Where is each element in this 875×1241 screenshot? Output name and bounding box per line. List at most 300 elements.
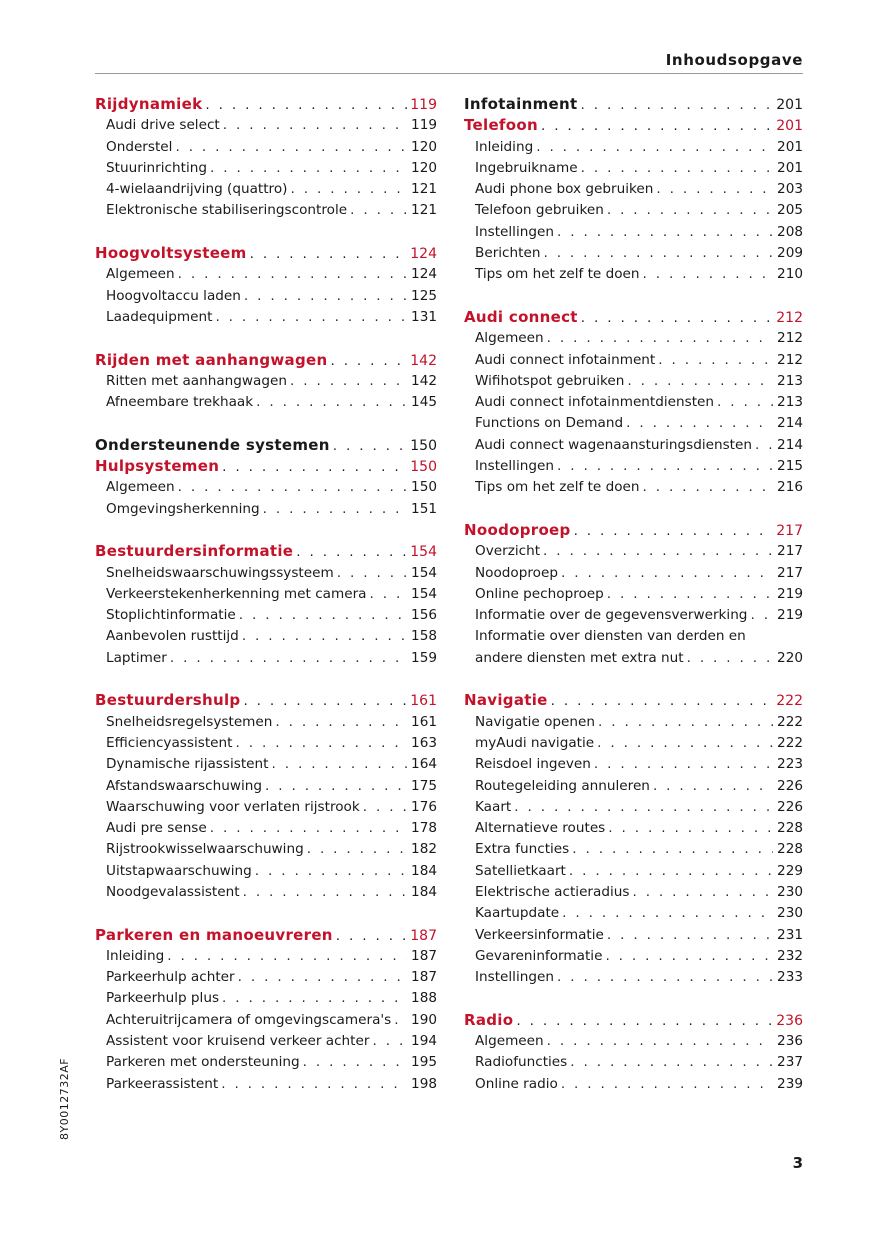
- toc-entry-title: Informatie over diensten van derden en: [475, 628, 746, 645]
- toc-entry[interactable]: [95, 882, 437, 903]
- section-spacer: [95, 520, 437, 541]
- toc-entry-title: myAudi navigatie: [475, 734, 595, 751]
- dot-leader: [629, 882, 773, 903]
- toc-entry-title: Functions on Demand: [475, 415, 624, 432]
- toc-entry-title: Afneembare trekhaak: [106, 394, 254, 411]
- toc-page-number: 213: [777, 372, 803, 389]
- toc-page-number: 154: [411, 564, 437, 581]
- toc-entry-title: andere diensten met extra nut: [475, 649, 684, 666]
- toc-entry[interactable]: [464, 712, 803, 733]
- toc-page-number: 176: [411, 798, 437, 815]
- toc-entry-title: Afstandswaarschuwing: [106, 777, 262, 794]
- toc-page-number: 187: [411, 969, 437, 986]
- toc-entry-title: Overzicht: [475, 543, 541, 560]
- toc-entry-title: Noodoproep: [464, 520, 571, 539]
- toc-page-number: 232: [777, 947, 803, 964]
- dot-leader: [232, 733, 407, 754]
- dot-leader: [219, 988, 407, 1009]
- toc-entry-title: 4-wielaandrijving (quattro): [106, 181, 288, 198]
- section-spacer: [95, 222, 437, 243]
- toc-page-number: 203: [777, 181, 803, 198]
- toc-entry-title: Noodoproep: [475, 564, 558, 581]
- toc-entry-title: Instellingen: [475, 969, 554, 986]
- toc-page-number: 121: [411, 202, 437, 219]
- toc-entry[interactable]: [464, 903, 803, 924]
- dot-leader: [239, 626, 407, 647]
- dot-leader: [554, 967, 773, 988]
- toc-entry-title: Snelheidsregelsystemen: [106, 713, 273, 730]
- toc-entry-title: Laptimer: [106, 649, 167, 666]
- toc-entry[interactable]: [95, 200, 437, 221]
- dot-leader: [655, 350, 773, 371]
- dot-leader: [513, 1011, 773, 1032]
- toc-page-number: 194: [411, 1033, 437, 1050]
- toc-page-number: 214: [777, 436, 803, 453]
- toc-entry[interactable]: [95, 179, 437, 200]
- toc-entry-title: Hoogvoltsysteem: [95, 244, 247, 263]
- toc-entry-title: Rijstrookwisselwaarschuwing: [106, 841, 304, 858]
- toc-entry[interactable]: [95, 967, 437, 988]
- toc-page-number: 217: [777, 564, 803, 581]
- toc-entry[interactable]: [95, 797, 437, 818]
- toc-entry[interactable]: [464, 435, 803, 456]
- toc-page-number: 195: [411, 1054, 437, 1071]
- toc-page-number: 150: [410, 459, 437, 476]
- toc-page-number: 201: [777, 159, 803, 176]
- toc-page-number: 187: [411, 947, 437, 964]
- toc-entry[interactable]: [464, 477, 803, 498]
- toc-page-number: 178: [411, 820, 437, 837]
- toc-entry-title: Online radio: [475, 1075, 558, 1092]
- toc-page-number: 217: [776, 522, 803, 539]
- toc-section-heading[interactable]: [95, 350, 437, 371]
- toc-entry-title: Ritten met aanhangwagen: [106, 372, 287, 389]
- toc-entry-title: Berichten: [475, 245, 541, 262]
- dot-leader: [577, 95, 773, 116]
- toc-entry-title: Parkeren met ondersteuning: [106, 1054, 300, 1071]
- dot-leader: [544, 1031, 773, 1052]
- toc-entry[interactable]: [95, 115, 437, 136]
- dot-leader: [360, 797, 407, 818]
- toc-entry[interactable]: [464, 967, 803, 988]
- toc-entry[interactable]: [95, 158, 437, 179]
- toc-entry-title: Parkeerhulp achter: [106, 969, 235, 986]
- toc-entry-title: Algemeen: [106, 479, 175, 496]
- toc-entry-title: Onderstel: [106, 138, 173, 155]
- toc-entry[interactable]: [95, 988, 437, 1009]
- toc-entry-title: Reisdoel ingeven: [475, 756, 591, 773]
- toc-entry[interactable]: [95, 499, 437, 520]
- dot-leader: [391, 1010, 407, 1031]
- dot-leader: [252, 861, 407, 882]
- toc-entry-title: Noodgevalassistent: [106, 883, 240, 900]
- dot-leader: [623, 413, 773, 434]
- toc-entry-title: Assistent voor kruisend verkeer achter: [106, 1033, 370, 1050]
- toc-page-number: 164: [411, 756, 437, 773]
- toc-page-number: 223: [777, 756, 803, 773]
- toc-page-number: 201: [777, 138, 803, 155]
- toc-entry[interactable]: [464, 584, 803, 605]
- toc-entry-title: Online pechoproep: [475, 585, 604, 602]
- toc-page-number: 214: [777, 415, 803, 432]
- toc-entry[interactable]: [95, 371, 437, 392]
- toc-page-number: 239: [777, 1075, 803, 1092]
- toc-entry[interactable]: [464, 413, 803, 434]
- toc-page-number: 236: [776, 1012, 803, 1029]
- toc-entry-title: Elektrische actieradius: [475, 883, 630, 900]
- toc-entry-title: Alternatieve routes: [475, 820, 606, 837]
- toc-entry-title: Tips om het zelf te doen: [475, 479, 640, 496]
- toc-page-number: 219: [777, 585, 803, 602]
- toc-entry[interactable]: [464, 179, 803, 200]
- toc-entry[interactable]: [464, 839, 803, 860]
- toc-entry[interactable]: [464, 222, 803, 243]
- dot-leader: [333, 926, 407, 947]
- dot-leader: [164, 946, 407, 967]
- toc-page-number: 184: [411, 862, 437, 879]
- toc-entry-title: Parkeren en manoeuvreren: [95, 925, 333, 944]
- toc-page-number: 228: [777, 841, 803, 858]
- toc-entry-title: Audi connect infotainment: [475, 351, 656, 368]
- toc-entry-title: Stoplichtinformatie: [106, 607, 236, 624]
- dot-leader: [272, 712, 407, 733]
- toc-page-number: 120: [411, 159, 437, 176]
- dot-leader: [287, 371, 407, 392]
- toc-entry-title: Informatie over de gegevensverwerking: [475, 607, 748, 624]
- toc-page-number: 226: [777, 777, 803, 794]
- toc-entry-title: Efficiencyassistent: [106, 734, 233, 751]
- page-number: 3: [792, 1154, 803, 1172]
- toc-entry-title: Telefoon: [464, 116, 538, 135]
- toc-page-number: 209: [777, 245, 803, 262]
- dot-leader: [167, 648, 407, 669]
- toc-entry[interactable]: [464, 605, 803, 626]
- dot-leader: [554, 222, 773, 243]
- toc-page-number: 161: [411, 713, 437, 730]
- toc-page-number: 142: [410, 352, 437, 369]
- toc-entry[interactable]: [464, 648, 803, 669]
- toc-entry[interactable]: [464, 137, 803, 158]
- dot-leader: [207, 158, 407, 179]
- header-divider: [95, 73, 803, 74]
- toc-page-number: 215: [777, 458, 803, 475]
- toc-section-heading[interactable]: [464, 690, 803, 711]
- toc-entry[interactable]: [464, 861, 803, 882]
- toc-page-number: 210: [777, 266, 803, 283]
- dot-leader: [605, 818, 773, 839]
- dot-leader: [578, 308, 773, 329]
- toc-entry[interactable]: [95, 712, 437, 733]
- toc-entry[interactable]: [95, 1074, 437, 1095]
- toc-page-number: 229: [777, 862, 803, 879]
- toc-entry-title: Elektronische stabiliseringscontrole: [106, 202, 348, 219]
- dot-leader: [650, 776, 773, 797]
- toc-entry[interactable]: [95, 818, 437, 839]
- toc-entry-title: Omgevingsherkenning: [106, 500, 260, 517]
- toc-section-heading[interactable]: [464, 1010, 803, 1031]
- dot-leader: [578, 158, 773, 179]
- dot-leader: [287, 179, 407, 200]
- toc-page-number: 237: [777, 1054, 803, 1071]
- document-code: 8Y0012732AF: [58, 1057, 71, 1140]
- toc-section-heading[interactable]: [95, 435, 437, 456]
- toc-entry[interactable]: [464, 264, 803, 285]
- toc-entry-title: Audi connect wagenaansturingsdiensten: [475, 436, 752, 453]
- toc-entry[interactable]: [95, 733, 437, 754]
- toc-page-number: 188: [411, 990, 437, 1007]
- dot-leader: [595, 712, 773, 733]
- toc-page-number: 119: [410, 97, 437, 113]
- toc-entry-title: Kaartupdate: [475, 905, 560, 922]
- dot-leader: [253, 392, 407, 413]
- toc-page-number: 213: [777, 394, 803, 411]
- section-spacer: [95, 903, 437, 924]
- toc-page-number: 161: [410, 693, 437, 710]
- dot-leader: [602, 946, 773, 967]
- dot-leader: [548, 691, 773, 712]
- toc-page-number: 201: [776, 97, 803, 113]
- toc-entry-title: Verkeersinformatie: [475, 926, 604, 943]
- toc-entry[interactable]: [464, 925, 803, 946]
- dot-leader: [236, 605, 407, 626]
- dot-leader: [367, 584, 407, 605]
- dot-leader: [268, 754, 407, 775]
- toc-entry-title: Bestuurdershulp: [95, 691, 241, 710]
- page-header-title: Inhoudsopgave: [665, 51, 803, 69]
- dot-leader: [558, 1074, 773, 1095]
- toc-section-heading[interactable]: [464, 94, 803, 115]
- toc-entry-title: Laadequipment: [106, 308, 213, 325]
- toc-page-number: 236: [777, 1033, 803, 1050]
- toc-entry-title: Verkeerstekenherkenning met camera: [106, 585, 367, 602]
- toc-entry[interactable]: [95, 137, 437, 158]
- toc-entry[interactable]: [95, 286, 437, 307]
- toc-entry-title: Algemeen: [475, 1033, 544, 1050]
- toc-page-number: 230: [777, 883, 803, 900]
- dot-leader: [175, 264, 407, 285]
- toc-section-heading[interactable]: [95, 243, 437, 264]
- toc-entry-title: Extra functies: [475, 841, 570, 858]
- toc-entry[interactable]: [464, 776, 803, 797]
- toc-entry-title: Navigatie openen: [475, 713, 595, 730]
- dot-leader: [241, 286, 407, 307]
- dot-leader: [640, 477, 773, 498]
- toc-entry[interactable]: [95, 754, 437, 775]
- toc-entry[interactable]: [464, 1074, 803, 1095]
- dot-leader: [172, 137, 407, 158]
- toc-entry[interactable]: [95, 839, 437, 860]
- toc-entry[interactable]: [464, 946, 803, 967]
- dot-leader: [747, 605, 773, 626]
- toc-page-number: 121: [411, 181, 437, 198]
- toc-entry[interactable]: [464, 1052, 803, 1073]
- dot-leader: [212, 307, 407, 328]
- toc-section-heading[interactable]: [464, 307, 803, 328]
- toc-page-number: 222: [777, 734, 803, 751]
- toc-page-number: 145: [411, 394, 437, 411]
- toc-entry[interactable]: [95, 1031, 437, 1052]
- toc-entry[interactable]: [95, 307, 437, 328]
- toc-entry-title: Aanbevolen rusttijd: [106, 628, 239, 645]
- toc-section-heading[interactable]: [95, 690, 437, 711]
- toc-entry[interactable]: [464, 392, 803, 413]
- toc-entry-title: Rijdynamiek: [95, 95, 203, 113]
- toc-entry[interactable]: [95, 1010, 437, 1031]
- toc-entry[interactable]: [95, 1052, 437, 1073]
- toc-page-number: 124: [411, 266, 437, 283]
- toc-entry[interactable]: [464, 158, 803, 179]
- toc-entry-title: Radiofuncties: [475, 1054, 568, 1071]
- toc-entry[interactable]: [464, 563, 803, 584]
- dot-leader: [347, 200, 407, 221]
- dot-leader: [300, 1052, 407, 1073]
- dot-leader: [569, 839, 773, 860]
- toc-page-number: 222: [777, 713, 803, 730]
- dot-leader: [714, 392, 773, 413]
- dot-leader: [240, 691, 407, 712]
- toc-entry-title: Infotainment: [464, 95, 578, 113]
- dot-leader: [247, 244, 407, 265]
- toc-page-number: 220: [777, 649, 803, 666]
- toc-entry[interactable]: [464, 818, 803, 839]
- toc-page-number: 125: [411, 287, 437, 304]
- toc-entry-title: Routegeleiding annuleren: [475, 777, 650, 794]
- toc-entry-title: Bestuurdersinformatie: [95, 542, 294, 561]
- section-spacer: [464, 499, 803, 520]
- dot-leader: [202, 95, 407, 116]
- dot-leader: [591, 754, 773, 775]
- toc-section-heading[interactable]: [95, 456, 437, 477]
- toc-entry-title: Audi drive select: [106, 117, 220, 134]
- toc-page-number: 150: [411, 479, 437, 496]
- dot-leader: [175, 477, 407, 498]
- toc-entry-title: Snelheidswaarschuwingssysteem: [106, 564, 334, 581]
- toc-entry[interactable]: [464, 754, 803, 775]
- dot-leader: [260, 499, 407, 520]
- toc-page-number: 131: [411, 308, 437, 325]
- toc-entry-title: Radio: [464, 1010, 514, 1029]
- dot-leader: [567, 1052, 773, 1073]
- toc-page-number: 184: [411, 883, 437, 900]
- toc-entry-title: Parkeerhulp plus: [106, 990, 220, 1007]
- toc-section-heading[interactable]: [464, 115, 803, 136]
- toc-entry[interactable]: [95, 626, 437, 647]
- toc-entry[interactable]: [464, 541, 803, 562]
- toc-entry[interactable]: [464, 350, 803, 371]
- section-spacer: [464, 669, 803, 690]
- dot-leader: [369, 1031, 407, 1052]
- toc-entry[interactable]: [95, 264, 437, 285]
- toc-page-number: 212: [777, 330, 803, 347]
- toc-entry[interactable]: [95, 392, 437, 413]
- toc-entry[interactable]: [464, 456, 803, 477]
- dot-leader: [511, 797, 773, 818]
- toc-entry[interactable]: [95, 946, 437, 967]
- toc-page-number: 208: [777, 223, 803, 240]
- toc-entry-title: Hulpsystemen: [95, 457, 220, 476]
- toc-page-number: 216: [777, 479, 803, 496]
- toc-entry[interactable]: [95, 605, 437, 626]
- toc-entry-title: Kaart: [475, 798, 512, 815]
- toc-left-column: [95, 94, 437, 1095]
- toc-entry-title: Waarschuwing voor verlaten rijstrook: [106, 798, 360, 815]
- toc-entry[interactable]: [464, 328, 803, 349]
- toc-entry-title: Audi phone box gebruiken: [475, 181, 654, 198]
- toc-entry-title: Audi connect infotainmentdiensten: [475, 394, 715, 411]
- toc-page-number: 156: [411, 607, 437, 624]
- toc-entry-title: Audi connect: [464, 307, 578, 326]
- toc-page-number: 159: [411, 649, 437, 666]
- dot-leader: [684, 648, 773, 669]
- section-spacer: [95, 413, 437, 434]
- toc-entry-title: Inleiding: [106, 947, 165, 964]
- toc-entry[interactable]: [464, 1031, 803, 1052]
- toc-entry[interactable]: [464, 243, 803, 264]
- toc-entry[interactable]: [95, 776, 437, 797]
- toc-page-number: 190: [411, 1011, 437, 1028]
- toc-entry-title: Parkeerassistent: [106, 1075, 219, 1092]
- toc-page-number: 175: [411, 777, 437, 794]
- toc-page-number: 219: [777, 607, 803, 624]
- toc-page-number: 212: [776, 309, 803, 326]
- toc-entry[interactable]: [95, 477, 437, 498]
- dot-leader: [262, 776, 407, 797]
- section-spacer: [95, 669, 437, 690]
- toc-entry[interactable]: [464, 626, 803, 647]
- dot-leader: [604, 584, 773, 605]
- section-spacer: [464, 988, 803, 1009]
- toc-entry-title: Ondersteunende systemen: [95, 435, 330, 454]
- dot-leader: [624, 371, 773, 392]
- toc-page-number: 150: [410, 437, 437, 454]
- toc-entry[interactable]: [95, 563, 437, 584]
- toc-section-heading[interactable]: [95, 94, 437, 115]
- toc-entry-title: Gevareninformatie: [475, 947, 603, 964]
- toc-entry-title: Stuurinrichting: [106, 159, 207, 176]
- toc-entry[interactable]: [464, 733, 803, 754]
- toc-page-number: 205: [777, 202, 803, 219]
- toc-entry-title: Ingebruikname: [475, 159, 578, 176]
- dot-leader: [533, 137, 773, 158]
- toc-page-number: 154: [411, 585, 437, 602]
- toc-entry[interactable]: [95, 584, 437, 605]
- toc-page-number: 222: [776, 693, 803, 710]
- toc-entry[interactable]: [464, 797, 803, 818]
- toc-page-number: 154: [410, 544, 437, 561]
- toc-page-number: 212: [777, 351, 803, 368]
- toc-entry-title: Tips om het zelf te doen: [475, 266, 640, 283]
- toc-entry[interactable]: [95, 648, 437, 669]
- toc-entry[interactable]: [464, 371, 803, 392]
- toc-entry-title: Hoogvoltaccu laden: [106, 287, 241, 304]
- toc-section-heading[interactable]: [95, 541, 437, 562]
- toc-section-heading[interactable]: [464, 520, 803, 541]
- dot-leader: [218, 1074, 407, 1095]
- toc-page-number: 201: [776, 118, 803, 135]
- toc-section-heading[interactable]: [95, 925, 437, 946]
- toc-entry-title: Audi pre sense: [106, 820, 207, 837]
- dot-leader: [538, 116, 773, 137]
- toc-entry[interactable]: [95, 861, 437, 882]
- dot-leader: [207, 818, 407, 839]
- dot-leader: [594, 733, 773, 754]
- dot-leader: [235, 967, 407, 988]
- toc-entry-title: Algemeen: [475, 330, 544, 347]
- toc-entry[interactable]: [464, 200, 803, 221]
- toc-entry[interactable]: [464, 882, 803, 903]
- dot-leader: [219, 457, 407, 478]
- toc-page-number: 228: [777, 820, 803, 837]
